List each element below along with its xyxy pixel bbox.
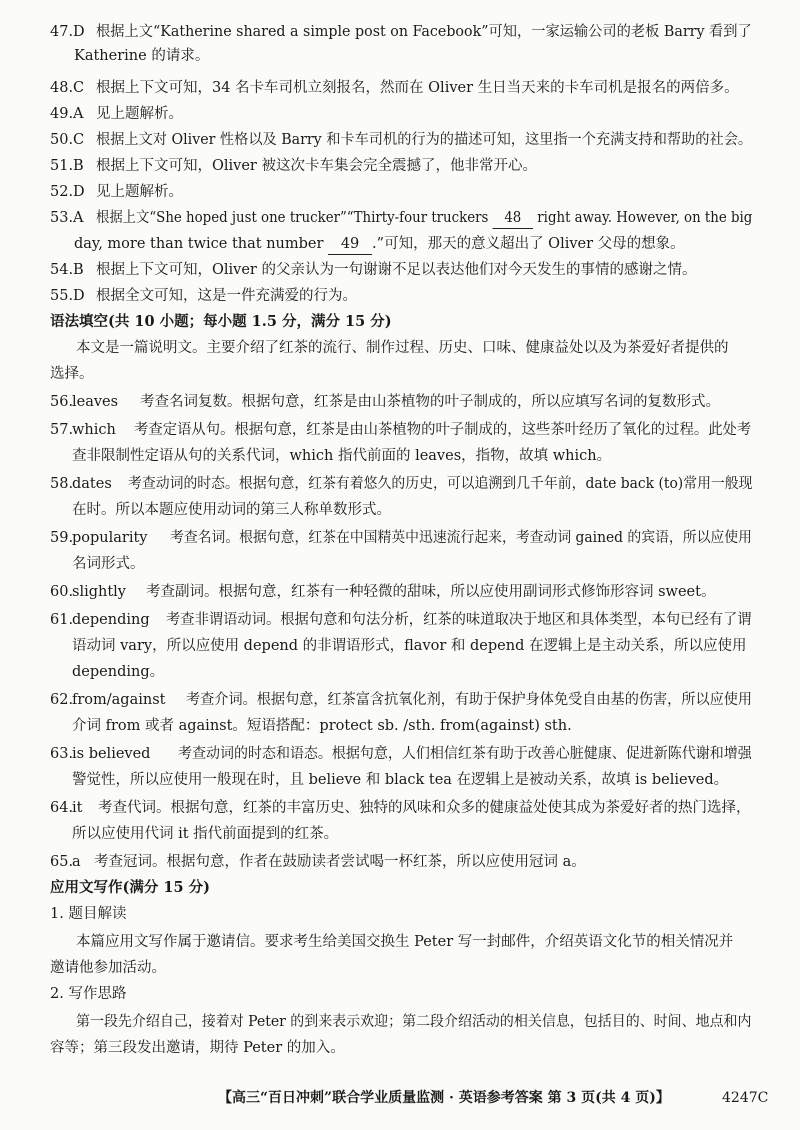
item-explanation: 根据上文“Katherine shared a simple post on Facebook”可知，一家运输公司的老板 Barry 看到了 [96, 24, 752, 40]
item-explanation: 根据上文对 Oliver 性格以及 Barry 和卡车司机的行为的描述可知，这里指一个充满支持和帮助的社会。 [96, 132, 753, 148]
item-number: 61. [50, 612, 74, 628]
item-answer: is believed [72, 746, 151, 762]
writing-ideas-title: 2. 写作思路 [50, 986, 127, 1002]
item-explanation: Katherine 的请求。 [74, 48, 210, 64]
item-explanation: 根据上下文可知，Oliver 被这次卡车集会完全震撼了，他非常开心。 [96, 158, 537, 174]
intro-text: 选择。 [50, 366, 94, 382]
item-explanation: 见上题解析。 [96, 106, 183, 122]
item-number: 65. [50, 854, 74, 870]
item-answer: popularity [72, 530, 148, 546]
item-explanation: 考查介词。根据句意，红茶富含抗氧化剂，有助于保护身体免受自由基的伤害，所以应使用 [186, 692, 753, 708]
footer-title: 【高三“百日冲刺”联合学业质量监测 · 英语参考答案 第 3 页(共 4 页)】 [218, 1090, 670, 1106]
item-explanation: 考查名词。根据句意，红茶在中国精英中迅速流行起来，考查动词 gained 的宾语，所以应使用 [170, 530, 752, 546]
item-explanation: 在时。所以本题应使用动词的第三人称单数形式。 [72, 502, 391, 518]
item-answer: leaves [72, 394, 119, 410]
item-explanation: 语动词 vary，所以应使用 depend 的非谓语形式，flavor 和 depend 在逻辑上是主动关系，所以应使用 [72, 638, 747, 654]
item-explanation: 根据上下文可知，34 名卡车司机立刻报名，然而在 Oliver 生日当天来的卡车司机是报名的两倍多。 [96, 80, 739, 96]
item-explanation: 名词形式。 [72, 556, 145, 572]
item-number: 53.A [50, 210, 84, 226]
item-explanation: depending。 [72, 664, 165, 680]
item-explanation: 警觉性，所以应使用一般现在时，且 believe 和 black tea 在逻辑上是被动关系，故填 is believed。 [72, 772, 729, 788]
item-explanation: 考查非谓语动词。根据句意和句法分析，红茶的味道取决于地区和具体类型，本句已经有了谓 [166, 612, 752, 628]
task-analysis-text: 本篇应用文写作属于邀请信。要求考生给美国交换生 Peter 写一封邮件，介绍英语文化节的相关情况并 [76, 934, 734, 950]
item-number: 57. [50, 422, 74, 438]
item-answer: depending [72, 612, 150, 628]
writing-ideas-text: 容等；第三段发出邀请，期待 Peter 的加入。 [50, 1040, 345, 1056]
item-explanation: 根据上下文可知，Oliver 的父亲认为一句谢谢不足以表达他们对今天发生的事情的感谢之情。 [96, 262, 697, 278]
item-number: 55.D [50, 288, 85, 304]
intro-text: 本文是一篇说明文。主要介绍了红茶的流行、制作过程、历史、口味、健康益处以及为茶爱好者提供的 [76, 340, 729, 356]
quote-text: 根据上文“She hoped just one trucker”“Thirty-four truckers [96, 210, 489, 226]
grammar-heading: 语法填空(共 10 小题；每小题 1.5 分，满分 15 分) [50, 313, 392, 330]
item-explanation: 查非限制性定语从句的关系代词，which 指代前面的 leaves，指物，故填 which。 [72, 448, 612, 464]
item-explanation: 考查代词。根据句意，红茶的丰富历史、独特的风味和众多的健康益处使其成为茶爱好者的热门选择， [98, 800, 751, 816]
item-number: 58. [50, 476, 74, 492]
task-analysis-text: 邀请他参加活动。 [50, 960, 166, 976]
item-explanation: 考查动词的时态和语态。根据句意，人们相信红茶有助于改善心脏健康、促进新陈代谢和增强 [178, 746, 752, 762]
item-answer: dates [72, 476, 112, 492]
item-explanation: 考查动词的时态。根据句意，红茶有着悠久的历史，可以追溯到几千年前，date back (to)常用一般现 [128, 476, 753, 492]
item-answer: from/against [72, 692, 166, 708]
item-explanation: 考查名词复数。根据句意，红茶是由山茶植物的叶子制成的，所以应填写名词的复数形式。 [140, 394, 720, 410]
item-number: 64. [50, 800, 74, 816]
item-number: 47.D [50, 24, 85, 40]
writing-heading: 应用文写作(满分 15 分) [50, 879, 210, 896]
quote-text: .”可知，那天的意义超出了 Oliver 父母的想象。 [372, 236, 685, 252]
item-number: 63. [50, 746, 74, 762]
item-explanation [96, 208, 752, 229]
item-explanation: 见上题解析。 [96, 184, 183, 200]
blank-49: 49 [328, 234, 372, 255]
item-answer: slightly [72, 584, 126, 600]
item-explanation [74, 234, 685, 255]
item-number: 51.B [50, 158, 84, 174]
task-analysis-title: 1. 题目解读 [50, 906, 127, 922]
item-number: 59. [50, 530, 74, 546]
blank-48: 48 [493, 208, 533, 229]
item-number: 52.D [50, 184, 85, 200]
item-explanation: 考查定语从句。根据句意，红茶是由山茶植物的叶子制成的，这些茶叶经历了氧化的过程。此处考 [134, 422, 752, 438]
item-number: 50.C [50, 132, 85, 148]
item-number: 48.C [50, 80, 85, 96]
item-explanation: 介词 from 或者 against。短语搭配：protect sb. /sth. from(against) sth. [72, 718, 572, 734]
quote-text: day, more than twice that number [74, 236, 324, 252]
item-number: 49.A [50, 106, 84, 122]
item-number: 54.B [50, 262, 84, 278]
item-answer: a [72, 854, 81, 870]
paper-code: 4247C [722, 1090, 769, 1106]
item-explanation: 所以应使用代词 it 指代前面提到的红茶。 [72, 826, 339, 842]
item-number: 60. [50, 584, 74, 600]
item-answer: it [72, 800, 83, 816]
item-explanation: 考查副词。根据句意，红茶有一种轻微的甜味，所以应使用副词形式修饰形容词 sweet。 [146, 584, 716, 600]
item-number: 62. [50, 692, 74, 708]
quote-text: right away. However, on the big [537, 210, 753, 226]
writing-ideas-text: 第一段先介绍自己，接着对 Peter 的到来表示欢迎；第二段介绍活动的相关信息，包括目的、时间、地点和内 [76, 1014, 752, 1030]
item-number: 56. [50, 394, 74, 410]
item-explanation: 根据全文可知，这是一件充满爱的行为。 [96, 288, 357, 304]
item-explanation: 考查冠词。根据句意，作者在鼓励读者尝试喝一杯红茶，所以应使用冠词 a。 [94, 854, 586, 870]
item-answer: which [72, 422, 116, 438]
